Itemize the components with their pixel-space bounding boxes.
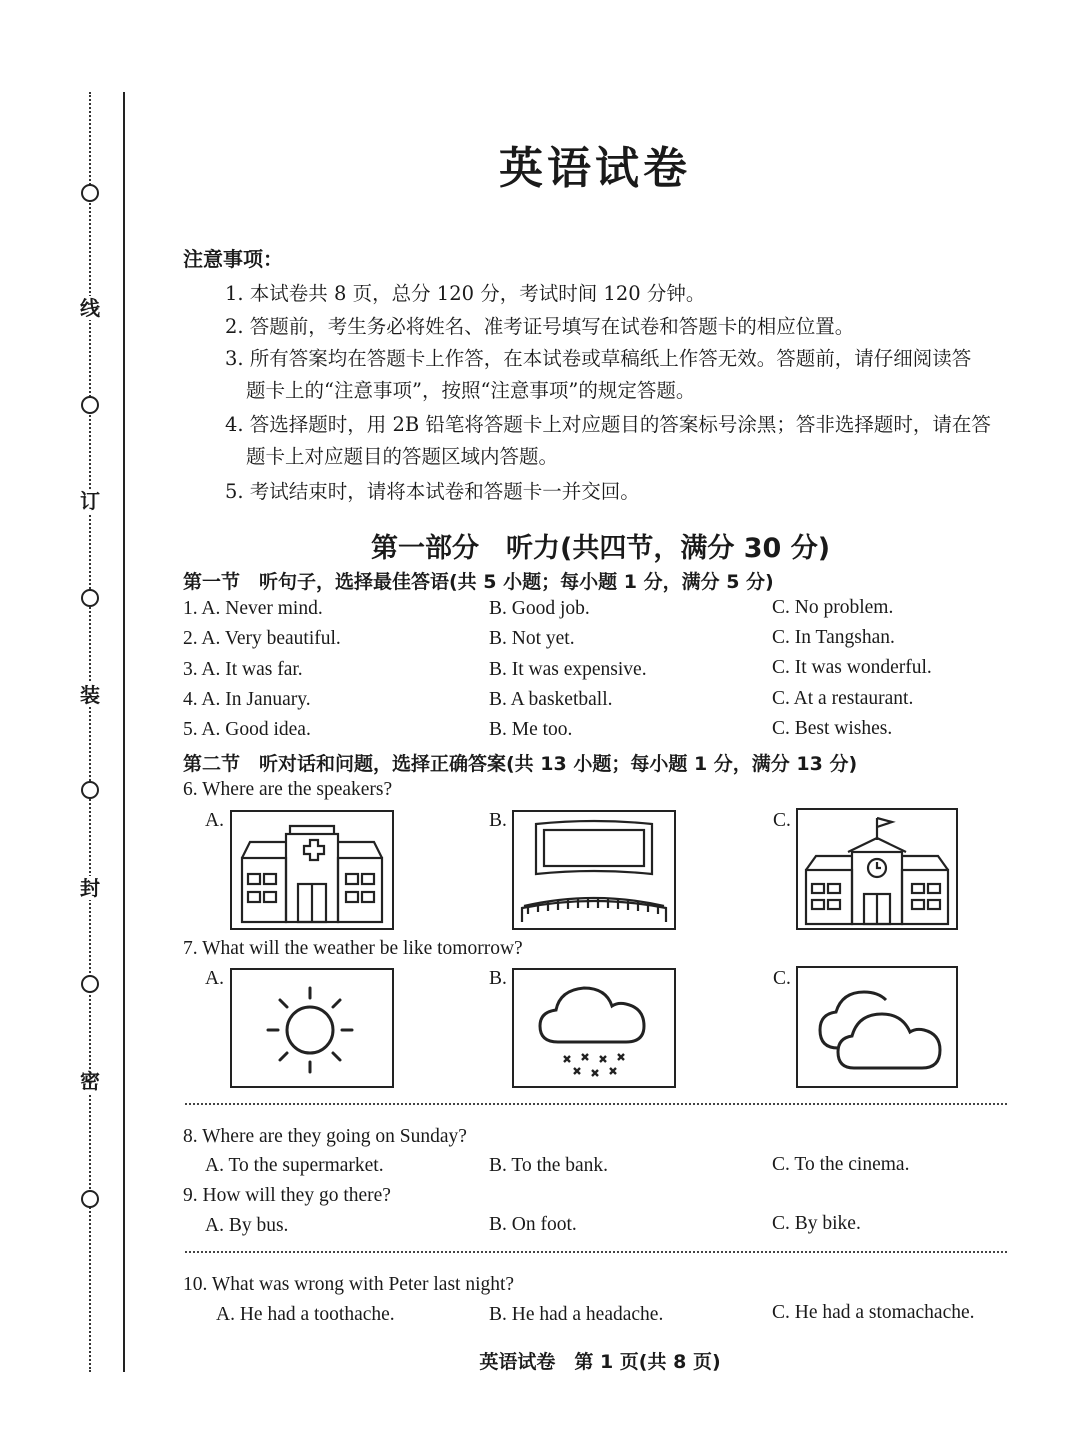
q2-option-b: B. Not yet. [489, 628, 575, 649]
q2-option-a: 2. A. Very beautiful. [183, 628, 341, 649]
q10-option-c: C. He had a stomachache. [772, 1302, 975, 1323]
binding-char-ding: 订 [80, 489, 100, 513]
school-icon [798, 810, 956, 928]
notice-heading: 注意事项： [183, 247, 283, 271]
binding-circle [81, 1190, 99, 1208]
q4-option-b: B. A basketball. [489, 689, 613, 710]
notice-item-1: 1. 本试卷共 8 页，总分 120 分，考试时间 120 分钟。 [225, 282, 706, 305]
notice-item-3-cont: 题卡上的“注意事项”，按照“注意事项”的规定答题。 [246, 379, 696, 402]
binding-circle [81, 589, 99, 607]
q9-option-b: B. On foot. [489, 1214, 577, 1235]
q7-label-c: C. [773, 968, 791, 989]
q6-picture-c [796, 808, 958, 930]
notice-item-3: 3. 所有答案均在答题卡上作答，在本试卷或草稿纸上作答无效。答题前，请仔细阅读答 [225, 347, 972, 370]
notice-item-4-cont: 题卡上对应题目的答题区域内答题。 [246, 445, 559, 468]
section1-title: 第一节 听句子，选择最佳答语(共 5 小题；每小题 1 分，满分 5 分) [183, 571, 774, 593]
section2-title: 第二节 听对话和问题，选择正确答案(共 13 小题；每小题 1 分，满分 13 分) [183, 753, 858, 775]
q7-picture-a [230, 968, 394, 1088]
q9-text: 9. How will they go there? [183, 1185, 391, 1206]
q5-option-b: B. Me too. [489, 719, 573, 740]
part1-title: 第一部分 听力(共四节，满分 30 分) [371, 533, 831, 564]
q7-label-b: B. [489, 968, 507, 989]
q10-option-a: A. He had a toothache. [216, 1304, 395, 1325]
q1-option-c: C. No problem. [772, 597, 894, 618]
snow-cloud-icon [514, 970, 674, 1086]
binding-solid-line [123, 92, 125, 1372]
q6-label-b: B. [489, 810, 507, 831]
q7-label-a: A. [205, 968, 224, 989]
question-separator [185, 1251, 1007, 1253]
sun-icon [232, 970, 392, 1086]
q8-option-b: B. To the bank. [489, 1155, 609, 1176]
q6-picture-a [230, 810, 394, 930]
q1-option-b: B. Good job. [489, 598, 590, 619]
q7-picture-b [512, 968, 676, 1088]
cloudy-icon [798, 968, 956, 1086]
q10-text: 10. What was wrong with Peter last night? [183, 1274, 515, 1295]
question-separator [185, 1103, 1007, 1105]
q8-option-a: A. To the supermarket. [205, 1155, 384, 1176]
q9-option-a: A. By bus. [205, 1215, 289, 1236]
page-footer: 英语试卷 第 1 页(共 8 页) [479, 1351, 721, 1373]
notice-item-2: 2. 答题前，考生务必将姓名、准考证号填写在试卷和答题卡的相应位置。 [225, 315, 855, 338]
q8-option-c: C. To the cinema. [772, 1154, 910, 1175]
q7-picture-c [796, 966, 958, 1088]
q7-text: 7. What will the weather be like tomorrow? [183, 938, 523, 959]
q4-option-a: 4. A. In January. [183, 689, 311, 710]
notice-item-4: 4. 答选择题时，用 2B 铅笔将答题卡上对应题目的答案标号涂黑；答非选择题时，请在答 [225, 413, 991, 436]
binding-char-mi: 密 [80, 1069, 100, 1093]
q3-option-c: C. It was wonderful. [772, 657, 932, 678]
binding-char-xian: 线 [80, 296, 100, 320]
q6-label-c: C. [773, 810, 791, 831]
q1-option-a: 1. A. Never mind. [183, 598, 323, 619]
binding-circle [81, 396, 99, 414]
notice-item-5: 5. 考试结束时，请将本试卷和答题卡一并交回。 [225, 480, 640, 503]
q3-option-a: 3. A. It was far. [183, 659, 303, 680]
q9-option-c: C. By bike. [772, 1213, 861, 1234]
q6-text: 6. Where are the speakers? [183, 779, 393, 800]
hospital-icon [232, 812, 392, 928]
q8-text: 8. Where are they going on Sunday? [183, 1126, 467, 1147]
q5-option-c: C. Best wishes. [772, 718, 893, 739]
q6-label-a: A. [205, 810, 224, 831]
q4-option-c: C. At a restaurant. [772, 688, 914, 709]
page-title: 英语试卷 [499, 143, 691, 194]
q5-option-a: 5. A. Good idea. [183, 719, 311, 740]
q10-option-b: B. He had a headache. [489, 1304, 664, 1325]
binding-char-feng: 封 [80, 876, 100, 900]
q6-picture-b [512, 810, 676, 930]
q2-option-c: C. In Tangshan. [772, 627, 895, 648]
binding-dotted-line [89, 92, 91, 1372]
binding-circle [81, 781, 99, 799]
binding-circle [81, 975, 99, 993]
binding-char-zhuang: 装 [80, 683, 100, 707]
cinema-icon [514, 812, 674, 928]
q3-option-b: B. It was expensive. [489, 659, 647, 680]
